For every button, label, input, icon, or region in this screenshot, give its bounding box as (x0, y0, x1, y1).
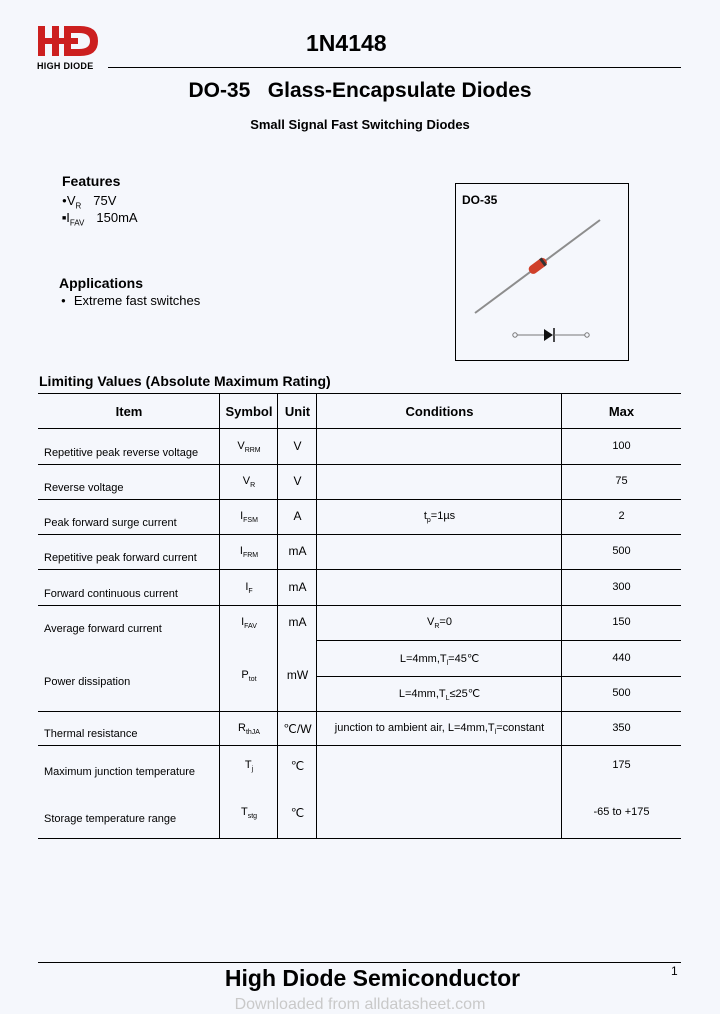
feature-value: 150mA (96, 210, 138, 225)
column-header-symbol: Symbol (225, 404, 273, 419)
feature-subscript: FAV (69, 218, 85, 228)
diode-symbol-icon (513, 328, 589, 342)
row-max: 350 (612, 722, 631, 734)
row-symbol: $I_{FAV}$ (241, 616, 257, 631)
row-max: 440 (612, 652, 631, 664)
row-max: 300 (612, 581, 631, 593)
row-symbol: $R_{thJA}$ (238, 722, 260, 737)
column-header-unit: Unit (284, 404, 311, 419)
row-max: 150 (612, 616, 631, 628)
part-number: 1N4148 (306, 30, 387, 56)
row-max: -65 to +175 (593, 806, 650, 818)
feature-item (62, 193, 116, 211)
row-condition: $t_p=1\mu s$ (423, 510, 456, 525)
header-divider (108, 67, 681, 68)
row-unit: mA (288, 615, 307, 629)
feature-symbol: V (66, 193, 76, 208)
row-symbol: $P_{tot}$ (241, 669, 257, 684)
row-item: Average forward current (44, 623, 162, 635)
row-symbol: $V_R$ (242, 475, 256, 490)
row-symbol: $I_{FSM}$ (240, 510, 258, 525)
application-item (61, 293, 200, 308)
diode-package-drawing (455, 183, 629, 361)
limiting-values-title: Limiting Values (Absolute Maximum Rating) (39, 373, 331, 389)
column-header-conditions: Conditions (405, 404, 474, 419)
row-condition: junction to ambient air, $L=4mm,T_l=constant$ (334, 722, 545, 737)
row-item: Repetitive peak forward current (44, 552, 197, 564)
document-subtitle: Small Signal Fast Switching Diodes (250, 117, 470, 132)
row-symbol: $V_{RRM}$ (237, 440, 261, 455)
row-unit: ℃ (290, 759, 305, 773)
row-condition: $L=4mm,T_L\le 25℃$ (398, 688, 481, 703)
row-max: 100 (612, 440, 631, 452)
row-symbol: $I_{FRM}$ (239, 545, 259, 560)
footer-divider (38, 962, 681, 963)
feature-value: 75V (93, 193, 117, 208)
column-header-item: Item (115, 404, 143, 419)
row-item: Peak forward surge current (44, 517, 177, 529)
bullet-icon: ● (62, 196, 67, 205)
row-item: Repetitive peak reverse voltage (44, 447, 199, 459)
row-item: Reverse voltage (44, 482, 124, 494)
high-diode-logo (38, 24, 100, 58)
row-symbol: $T_{stg}$ (240, 806, 258, 821)
row-unit: mW (286, 668, 309, 682)
bullet-icon: ● (61, 296, 66, 305)
row-unit: mA (288, 544, 307, 558)
row-max: 175 (612, 759, 631, 771)
row-item: Storage temperature range (44, 813, 177, 825)
column-header-max: Max (608, 404, 635, 419)
row-unit: ℃/W (283, 722, 312, 736)
feature-symbol: I (66, 210, 70, 225)
brand-name: HIGH DIODE (37, 61, 94, 71)
page-number: 1 (671, 964, 678, 978)
row-item: Power dissipation (44, 676, 131, 688)
row-unit: V (293, 439, 302, 453)
row-item: Maximum junction temperature (44, 766, 196, 778)
row-unit: ℃ (290, 806, 305, 820)
row-unit: V (293, 474, 302, 488)
applications-heading: Applications (59, 275, 144, 291)
features-heading: Features (62, 173, 121, 189)
row-symbol: $T_j$ (244, 759, 254, 774)
row-item: Thermal resistance (44, 728, 138, 740)
row-condition: $V_R=0$ (427, 616, 452, 631)
row-condition: $L=4mm,T_l=45℃$ (399, 653, 480, 668)
download-watermark: Downloaded from alldatasheet.com (234, 996, 486, 1013)
package-label: DO-35 (462, 193, 498, 207)
document-title: DO-35 Glass-Encapsulate Diodes (188, 79, 532, 102)
feature-item (62, 210, 138, 228)
feature-subscript: R (75, 201, 82, 211)
row-item: Forward continuous current (44, 588, 178, 600)
row-unit: mA (288, 580, 307, 594)
row-max: 500 (612, 687, 631, 699)
row-max: 2 (618, 510, 625, 522)
row-max: 500 (612, 545, 631, 557)
row-symbol: $I_F$ (245, 581, 253, 596)
footer-company-name: High Diode Semiconductor (224, 965, 521, 991)
bullet-icon: ■ (62, 215, 67, 222)
row-max: 75 (615, 475, 628, 487)
application-text: Extreme fast switches (73, 293, 201, 308)
row-unit: A (293, 509, 302, 523)
limiting-values-table (38, 393, 681, 839)
